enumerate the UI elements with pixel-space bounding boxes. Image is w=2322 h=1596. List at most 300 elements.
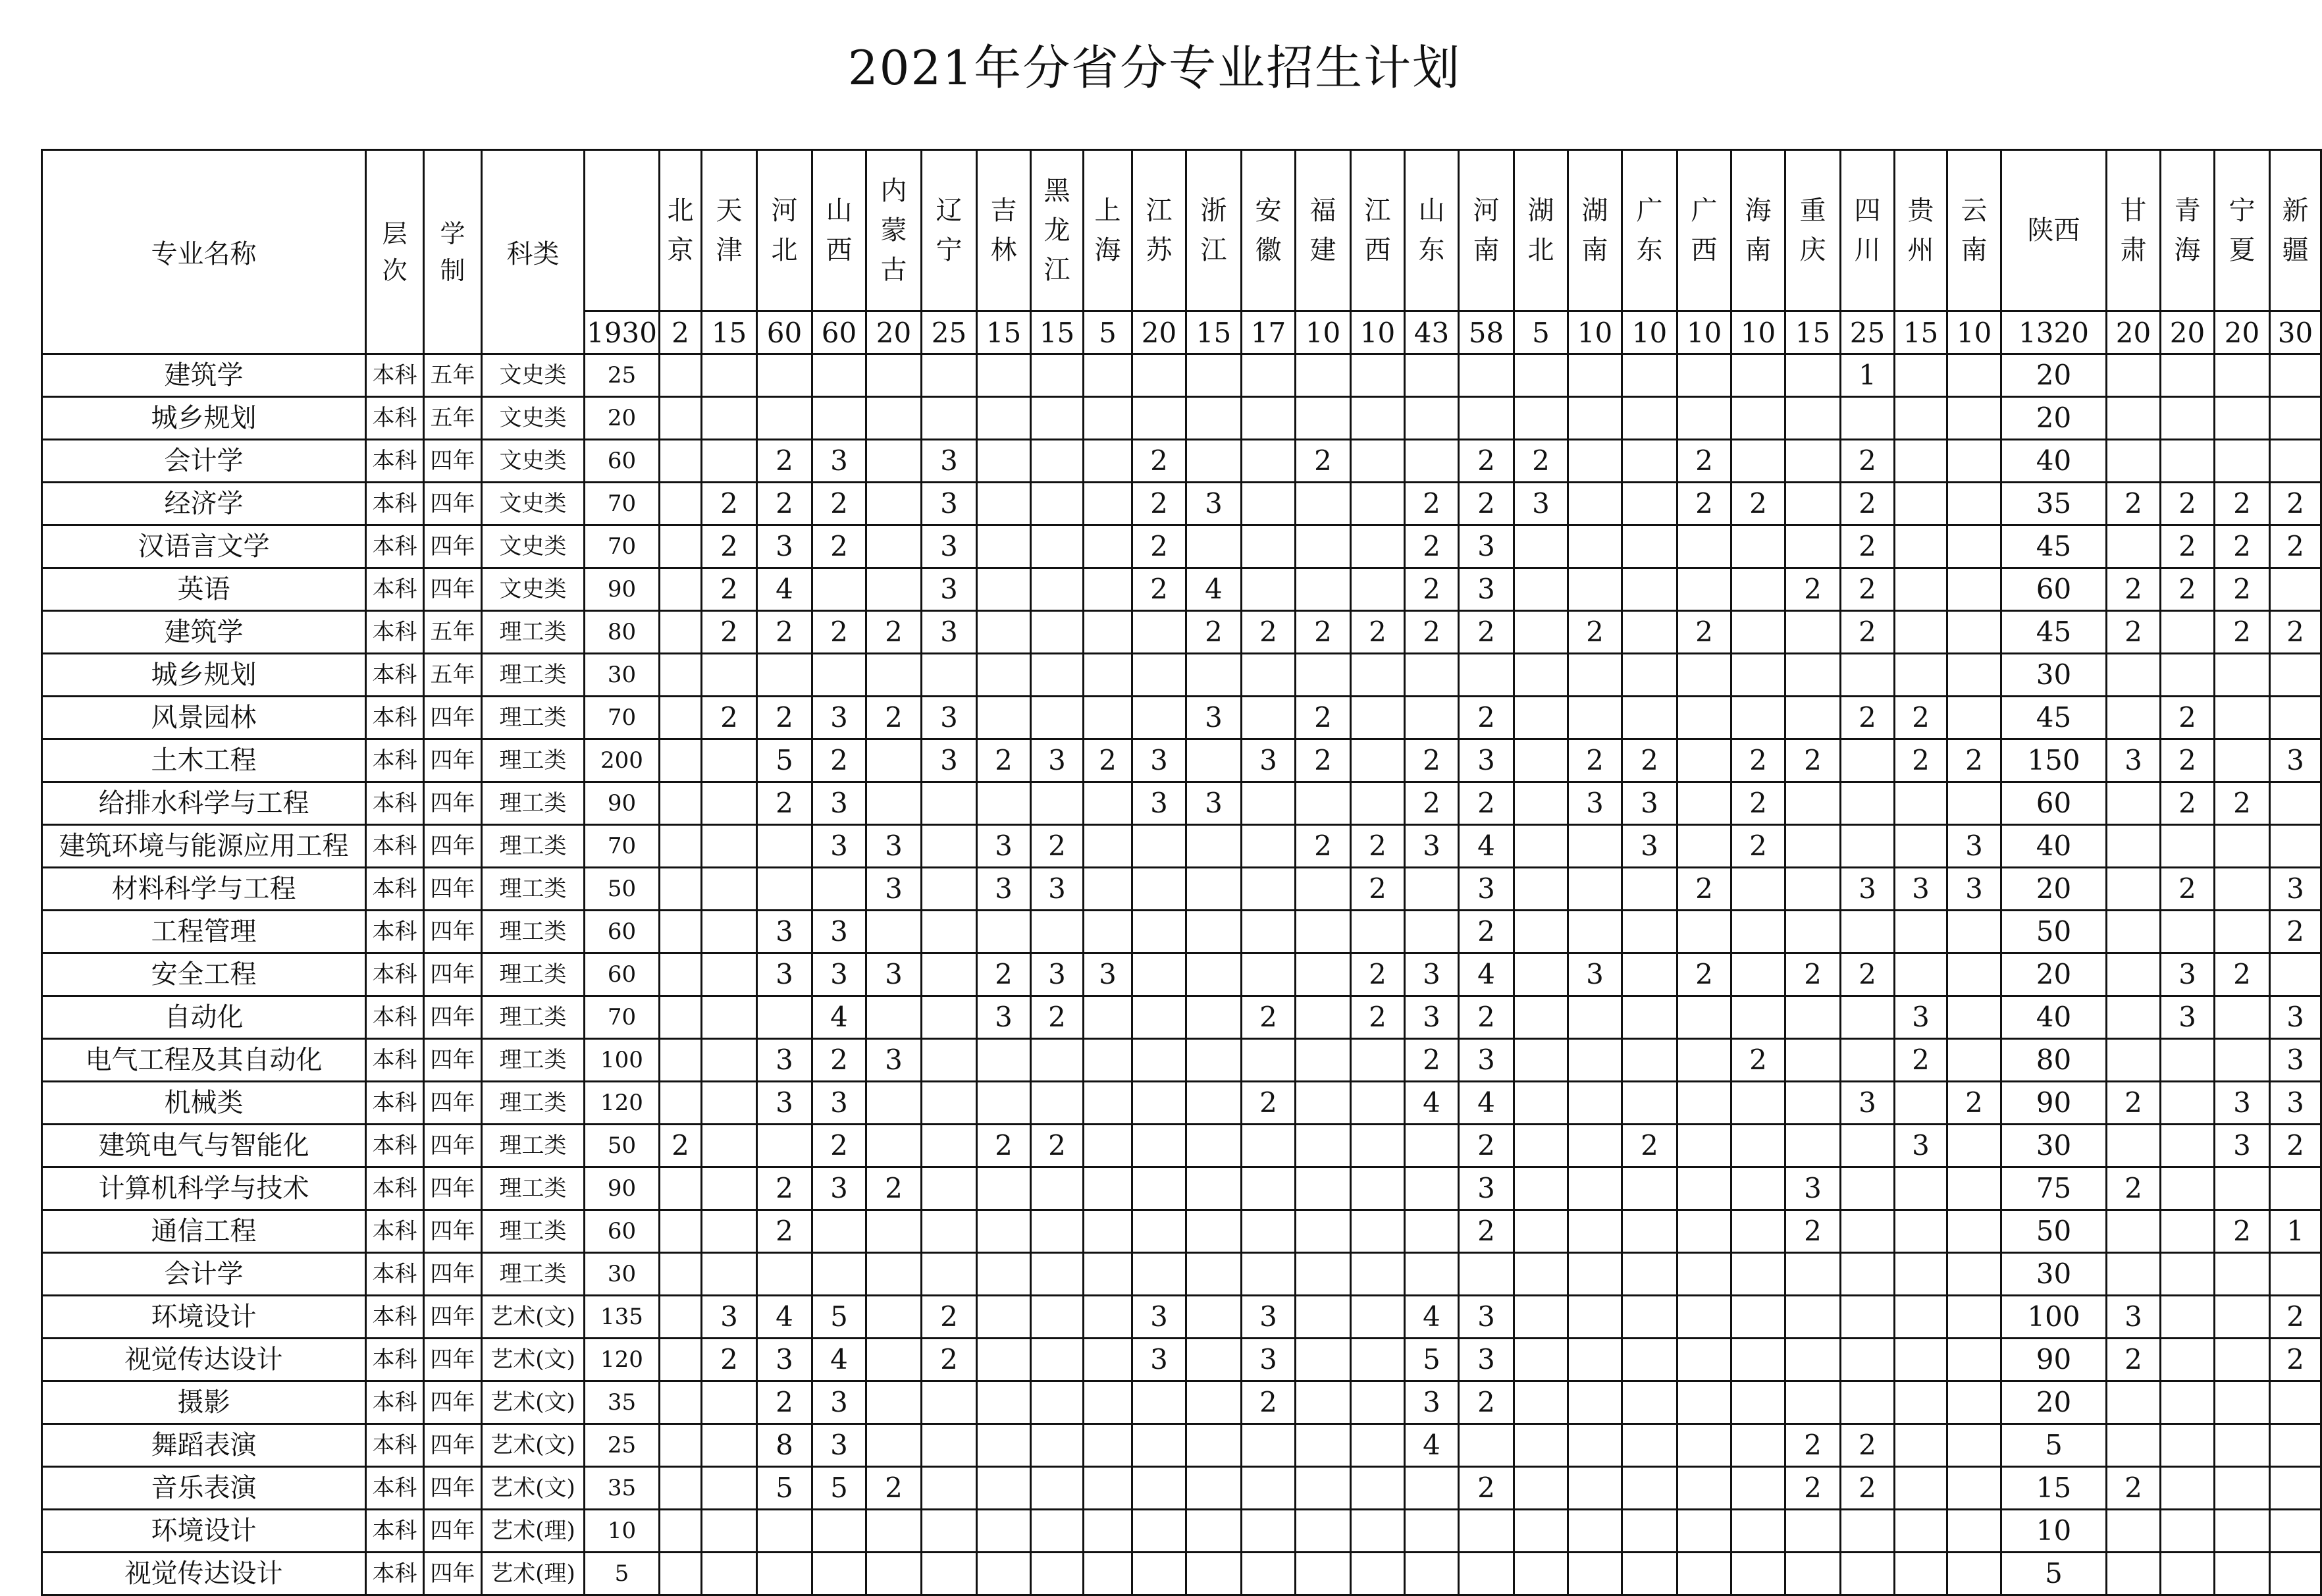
quota-cell xyxy=(1622,868,1677,911)
quota-cell: 2 xyxy=(1242,1082,1296,1125)
row-total: 50 xyxy=(585,1125,660,1167)
quota-cell xyxy=(1296,1510,1351,1553)
quota-cell: 2 xyxy=(1459,1210,1514,1253)
quota-cell: 2 xyxy=(757,1167,812,1210)
quota-cell xyxy=(1186,1424,1242,1467)
quota-cell xyxy=(1242,1125,1296,1167)
quota-cell xyxy=(2215,654,2270,697)
quota-cell xyxy=(1084,1424,1132,1467)
header-province: 云南 xyxy=(1947,150,2001,311)
quota-cell: 8 xyxy=(757,1424,812,1467)
quota-cell: 2 xyxy=(1242,611,1296,654)
major-name: 风景园林 xyxy=(42,697,366,739)
quota-cell: 2 xyxy=(1514,440,1568,483)
quota-cell xyxy=(2107,1553,2161,1595)
quota-cell xyxy=(977,1082,1031,1125)
category-cell: 理工类 xyxy=(482,611,585,654)
quota-cell xyxy=(1242,1039,1296,1082)
header-province: 吉林 xyxy=(977,150,1031,311)
duration-cell: 四年 xyxy=(424,1381,482,1424)
quota-cell xyxy=(1351,397,1405,440)
quota-cell xyxy=(2107,525,2161,568)
quota-cell: 3 xyxy=(1459,568,1514,611)
quota-cell xyxy=(977,397,1031,440)
quota-cell xyxy=(1568,1424,1622,1467)
header-province: 河南 xyxy=(1459,150,1514,311)
table-row xyxy=(42,354,2321,397)
quota-cell xyxy=(866,525,922,568)
quota-cell: 5 xyxy=(812,1296,866,1339)
quota-cell xyxy=(1677,1210,1731,1253)
level-cell: 本科 xyxy=(366,1381,424,1424)
quota-cell xyxy=(977,782,1031,825)
quota-cell xyxy=(1841,1125,1895,1167)
quota-cell xyxy=(2161,1510,2215,1553)
quota-cell xyxy=(1084,825,1132,868)
quota-cell xyxy=(1132,697,1186,739)
quota-cell: 5 xyxy=(1405,1339,1459,1381)
quota-cell xyxy=(1895,568,1947,611)
quota-cell xyxy=(1514,739,1568,782)
header-province: 宁夏 xyxy=(2215,150,2270,311)
quota-cell xyxy=(1947,996,2001,1039)
quota-cell: 3 xyxy=(1405,825,1459,868)
quota-cell xyxy=(1031,1339,1084,1381)
level-cell: 本科 xyxy=(366,1424,424,1467)
quota-cell: 2 xyxy=(1459,697,1514,739)
quota-cell: 3 xyxy=(2215,1125,2270,1167)
quota-cell xyxy=(1677,1467,1731,1510)
quota-cell: 3 xyxy=(922,697,977,739)
quota-cell xyxy=(1405,1167,1459,1210)
quota-cell: 3 xyxy=(922,525,977,568)
quota-cell xyxy=(1568,1125,1622,1167)
quota-cell xyxy=(757,1510,812,1553)
quota-cell xyxy=(2215,697,2270,739)
province-total: 30 xyxy=(2270,311,2321,354)
quota-cell: 2 xyxy=(757,440,812,483)
table-row xyxy=(42,1553,2321,1595)
quota-cell: 3 xyxy=(1622,782,1677,825)
quota-cell xyxy=(1351,1253,1405,1296)
quota-cell xyxy=(1405,654,1459,697)
quota-cell xyxy=(1031,525,1084,568)
level-cell: 本科 xyxy=(366,953,424,996)
quota-cell xyxy=(2215,1296,2270,1339)
quota-cell: 3 xyxy=(1459,868,1514,911)
major-name: 机械类 xyxy=(42,1082,366,1125)
duration-cell: 四年 xyxy=(424,525,482,568)
quota-cell: 2 xyxy=(2270,1339,2321,1381)
quota-cell: 50 xyxy=(2001,1210,2107,1253)
quota-cell: 5 xyxy=(2001,1424,2107,1467)
quota-cell xyxy=(1242,825,1296,868)
quota-cell: 2 xyxy=(1296,825,1351,868)
quota-cell: 3 xyxy=(812,782,866,825)
table-row xyxy=(42,1424,2321,1467)
quota-cell xyxy=(702,911,757,953)
quota-cell xyxy=(660,483,702,525)
quota-cell xyxy=(702,397,757,440)
quota-cell xyxy=(1084,1125,1132,1167)
quota-cell xyxy=(1947,440,2001,483)
province-total: 10 xyxy=(1296,311,1351,354)
quota-cell: 2 xyxy=(1731,483,1785,525)
quota-cell xyxy=(1186,1082,1242,1125)
quota-cell xyxy=(1841,1210,1895,1253)
quota-cell: 4 xyxy=(757,568,812,611)
quota-cell: 2 xyxy=(2107,483,2161,525)
quota-cell: 100 xyxy=(2001,1296,2107,1339)
quota-cell xyxy=(1186,1210,1242,1253)
quota-cell xyxy=(757,1253,812,1296)
quota-cell xyxy=(1296,354,1351,397)
duration-cell: 四年 xyxy=(424,1510,482,1553)
header-province: 湖南 xyxy=(1568,150,1622,311)
header-province: 海南 xyxy=(1731,150,1785,311)
quota-cell: 2 xyxy=(1731,825,1785,868)
quota-cell xyxy=(1568,397,1622,440)
quota-cell xyxy=(660,953,702,996)
quota-cell: 2 xyxy=(866,1467,922,1510)
level-cell: 本科 xyxy=(366,697,424,739)
quota-cell: 2 xyxy=(1895,1039,1947,1082)
table-row xyxy=(42,568,2321,611)
quota-cell: 30 xyxy=(2001,1253,2107,1296)
major-name: 计算机科学与技术 xyxy=(42,1167,366,1210)
quota-cell: 2 xyxy=(1459,440,1514,483)
quota-cell: 3 xyxy=(812,697,866,739)
quota-cell: 2 xyxy=(922,1296,977,1339)
quota-cell: 2 xyxy=(2215,782,2270,825)
quota-cell xyxy=(757,1553,812,1595)
province-total: 15 xyxy=(1785,311,1841,354)
quota-cell xyxy=(1622,1553,1677,1595)
quota-cell: 3 xyxy=(757,1039,812,1082)
quota-cell xyxy=(1947,483,2001,525)
quota-cell: 4 xyxy=(1405,1424,1459,1467)
table-row xyxy=(42,440,2321,483)
quota-cell xyxy=(922,953,977,996)
quota-cell xyxy=(2161,1125,2215,1167)
quota-cell xyxy=(812,354,866,397)
quota-cell xyxy=(1785,611,1841,654)
quota-cell xyxy=(1351,1510,1405,1553)
quota-cell xyxy=(660,1253,702,1296)
quota-cell: 2 xyxy=(2161,782,2215,825)
quota-cell xyxy=(1785,1381,1841,1424)
major-name: 电气工程及其自动化 xyxy=(42,1039,366,1082)
quota-cell xyxy=(757,1125,812,1167)
quota-cell: 3 xyxy=(922,440,977,483)
quota-cell: 3 xyxy=(2107,1296,2161,1339)
quota-cell xyxy=(2161,1381,2215,1424)
quota-cell xyxy=(660,739,702,782)
header-province: 内蒙古 xyxy=(866,150,922,311)
quota-cell: 4 xyxy=(1405,1082,1459,1125)
quota-cell xyxy=(1677,697,1731,739)
quota-cell: 2 xyxy=(2161,697,2215,739)
quota-cell xyxy=(1622,1253,1677,1296)
quota-cell: 3 xyxy=(1841,1082,1895,1125)
quota-cell: 3 xyxy=(1031,953,1084,996)
quota-cell: 3 xyxy=(1459,525,1514,568)
quota-cell: 2 xyxy=(1405,782,1459,825)
duration-cell: 四年 xyxy=(424,1553,482,1595)
level-cell: 本科 xyxy=(366,568,424,611)
quota-cell: 2 xyxy=(1132,440,1186,483)
table-row xyxy=(42,1339,2321,1381)
quota-cell xyxy=(1296,483,1351,525)
row-total: 5 xyxy=(585,1553,660,1595)
quota-cell xyxy=(1895,1210,1947,1253)
quota-cell xyxy=(2107,1039,2161,1082)
quota-cell: 2 xyxy=(1296,697,1351,739)
quota-cell: 3 xyxy=(1459,1296,1514,1339)
quota-cell xyxy=(2107,354,2161,397)
row-total: 25 xyxy=(585,354,660,397)
quota-cell xyxy=(1841,739,1895,782)
quota-cell: 3 xyxy=(1405,1381,1459,1424)
quota-cell: 2 xyxy=(866,697,922,739)
quota-cell xyxy=(1405,1553,1459,1595)
quota-cell xyxy=(1568,440,1622,483)
quota-cell xyxy=(660,868,702,911)
quota-cell xyxy=(1568,568,1622,611)
level-cell: 本科 xyxy=(366,1510,424,1553)
quota-cell xyxy=(2215,397,2270,440)
quota-cell xyxy=(922,1424,977,1467)
quota-cell xyxy=(1731,525,1785,568)
quota-cell xyxy=(702,1381,757,1424)
quota-cell: 2 xyxy=(2215,483,2270,525)
major-name: 摄影 xyxy=(42,1381,366,1424)
quota-cell: 2 xyxy=(702,568,757,611)
quota-cell xyxy=(1084,568,1132,611)
quota-cell: 3 xyxy=(866,953,922,996)
quota-cell xyxy=(1677,825,1731,868)
quota-cell xyxy=(1785,440,1841,483)
quota-cell xyxy=(1622,568,1677,611)
quota-cell xyxy=(2107,782,2161,825)
quota-cell xyxy=(1622,611,1677,654)
quota-cell: 2 xyxy=(922,1339,977,1381)
quota-cell xyxy=(812,868,866,911)
quota-cell xyxy=(1677,525,1731,568)
level-cell: 本科 xyxy=(366,996,424,1039)
quota-cell xyxy=(1084,1553,1132,1595)
quota-cell: 4 xyxy=(1405,1296,1459,1339)
quota-cell xyxy=(1677,1510,1731,1553)
category-cell: 艺术(理) xyxy=(482,1510,585,1553)
quota-cell xyxy=(2107,1381,2161,1424)
quota-cell xyxy=(1731,1510,1785,1553)
quota-cell: 2 xyxy=(1731,782,1785,825)
quota-cell xyxy=(660,525,702,568)
major-name: 工程管理 xyxy=(42,911,366,953)
quota-cell xyxy=(2215,868,2270,911)
quota-cell xyxy=(2215,1424,2270,1467)
quota-cell: 3 xyxy=(1132,1296,1186,1339)
quota-cell xyxy=(2215,911,2270,953)
quota-cell xyxy=(2107,654,2161,697)
quota-cell xyxy=(2161,911,2215,953)
quota-cell xyxy=(1622,697,1677,739)
table-row xyxy=(42,1467,2321,1510)
quota-cell: 2 xyxy=(2270,1125,2321,1167)
quota-cell: 3 xyxy=(1031,868,1084,911)
quota-cell xyxy=(1351,1381,1405,1424)
quota-cell xyxy=(702,1125,757,1167)
province-total: 5 xyxy=(1514,311,1568,354)
quota-cell xyxy=(1731,697,1785,739)
table-row xyxy=(42,1167,2321,1210)
header-province: 浙江 xyxy=(1186,150,1242,311)
quota-cell xyxy=(1296,568,1351,611)
quota-cell xyxy=(1947,397,2001,440)
quota-cell: 2 xyxy=(1841,1467,1895,1510)
quota-cell xyxy=(660,697,702,739)
quota-cell xyxy=(1622,525,1677,568)
quota-cell xyxy=(1084,1467,1132,1510)
quota-cell xyxy=(1841,782,1895,825)
quota-cell: 2 xyxy=(757,483,812,525)
quota-cell: 2 xyxy=(1677,868,1731,911)
quota-cell xyxy=(1568,911,1622,953)
quota-cell xyxy=(1132,1039,1186,1082)
quota-cell xyxy=(2107,868,2161,911)
category-cell: 艺术(文) xyxy=(482,1296,585,1339)
quota-cell xyxy=(1731,953,1785,996)
row-total: 60 xyxy=(585,1210,660,1253)
quota-cell: 2 xyxy=(1785,1467,1841,1510)
quota-cell xyxy=(1677,1039,1731,1082)
quota-cell xyxy=(1186,911,1242,953)
quota-cell: 2 xyxy=(1841,611,1895,654)
province-total: 20 xyxy=(1132,311,1186,354)
quota-cell xyxy=(977,1553,1031,1595)
quota-cell xyxy=(1622,354,1677,397)
quota-cell xyxy=(1785,782,1841,825)
quota-cell xyxy=(1084,525,1132,568)
quota-cell: 1 xyxy=(2270,1210,2321,1253)
quota-cell xyxy=(1895,1553,1947,1595)
quota-cell xyxy=(1132,911,1186,953)
quota-cell xyxy=(1895,654,1947,697)
quota-cell xyxy=(1677,1082,1731,1125)
province-total: 5 xyxy=(1084,311,1132,354)
table-row xyxy=(42,1510,2321,1553)
quota-cell xyxy=(1084,1167,1132,1210)
quota-cell xyxy=(1895,1510,1947,1553)
quota-cell xyxy=(2215,996,2270,1039)
quota-cell xyxy=(1242,782,1296,825)
row-total: 60 xyxy=(585,953,660,996)
quota-cell: 2 xyxy=(1568,739,1622,782)
quota-cell xyxy=(1186,868,1242,911)
quota-cell xyxy=(1785,996,1841,1039)
quota-cell: 3 xyxy=(1895,996,1947,1039)
header-province: 贵州 xyxy=(1895,150,1947,311)
quota-cell xyxy=(1947,911,2001,953)
quota-cell: 3 xyxy=(1568,782,1622,825)
header-level: 层次 xyxy=(366,150,424,354)
quota-cell: 5 xyxy=(812,1467,866,1510)
quota-cell xyxy=(702,654,757,697)
major-name: 建筑学 xyxy=(42,354,366,397)
quota-cell xyxy=(866,996,922,1039)
quota-cell xyxy=(660,1039,702,1082)
quota-cell xyxy=(922,1253,977,1296)
major-name: 城乡规划 xyxy=(42,397,366,440)
quota-cell xyxy=(977,1167,1031,1210)
quota-cell xyxy=(2161,440,2215,483)
quota-cell xyxy=(1785,397,1841,440)
quota-cell: 2 xyxy=(2215,953,2270,996)
quota-cell xyxy=(2161,1082,2215,1125)
quota-cell: 20 xyxy=(2001,1381,2107,1424)
category-cell: 理工类 xyxy=(482,1167,585,1210)
major-name: 通信工程 xyxy=(42,1210,366,1253)
quota-cell xyxy=(1084,1510,1132,1553)
quota-cell xyxy=(1242,654,1296,697)
quota-cell xyxy=(1514,1510,1568,1553)
quota-cell xyxy=(922,996,977,1039)
header-province: 山东 xyxy=(1405,150,1459,311)
table-row xyxy=(42,1381,2321,1424)
quota-cell xyxy=(1296,911,1351,953)
quota-cell xyxy=(1084,354,1132,397)
quota-cell xyxy=(1296,868,1351,911)
quota-cell xyxy=(1677,1553,1731,1595)
quota-cell xyxy=(2215,1467,2270,1510)
row-total: 70 xyxy=(585,525,660,568)
quota-cell: 3 xyxy=(812,953,866,996)
quota-cell: 2 xyxy=(1785,1424,1841,1467)
quota-cell xyxy=(1351,1210,1405,1253)
quota-cell xyxy=(1568,1082,1622,1125)
major-name: 自动化 xyxy=(42,996,366,1039)
quota-cell xyxy=(977,1253,1031,1296)
quota-cell xyxy=(660,1381,702,1424)
quota-cell: 3 xyxy=(2270,996,2321,1039)
province-total: 15 xyxy=(977,311,1031,354)
row-total: 70 xyxy=(585,697,660,739)
quota-cell: 4 xyxy=(1459,1082,1514,1125)
quota-cell xyxy=(1514,825,1568,868)
quota-cell xyxy=(2270,654,2321,697)
quota-cell: 2 xyxy=(1785,1210,1841,1253)
quota-cell xyxy=(1947,697,2001,739)
quota-cell xyxy=(1132,1381,1186,1424)
quota-cell xyxy=(812,568,866,611)
duration-cell: 四年 xyxy=(424,953,482,996)
quota-cell xyxy=(1514,525,1568,568)
quota-cell xyxy=(1242,1510,1296,1553)
quota-cell xyxy=(866,483,922,525)
quota-cell xyxy=(1242,911,1296,953)
quota-cell xyxy=(1677,1167,1731,1210)
quota-cell: 3 xyxy=(812,825,866,868)
quota-cell xyxy=(1895,782,1947,825)
duration-cell: 四年 xyxy=(424,1339,482,1381)
header-province: 福建 xyxy=(1296,150,1351,311)
quota-cell xyxy=(1242,397,1296,440)
major-name: 给排水科学与工程 xyxy=(42,782,366,825)
quota-cell xyxy=(1947,568,2001,611)
province-total: 1320 xyxy=(2001,311,2107,354)
quota-cell: 2 xyxy=(1841,440,1895,483)
